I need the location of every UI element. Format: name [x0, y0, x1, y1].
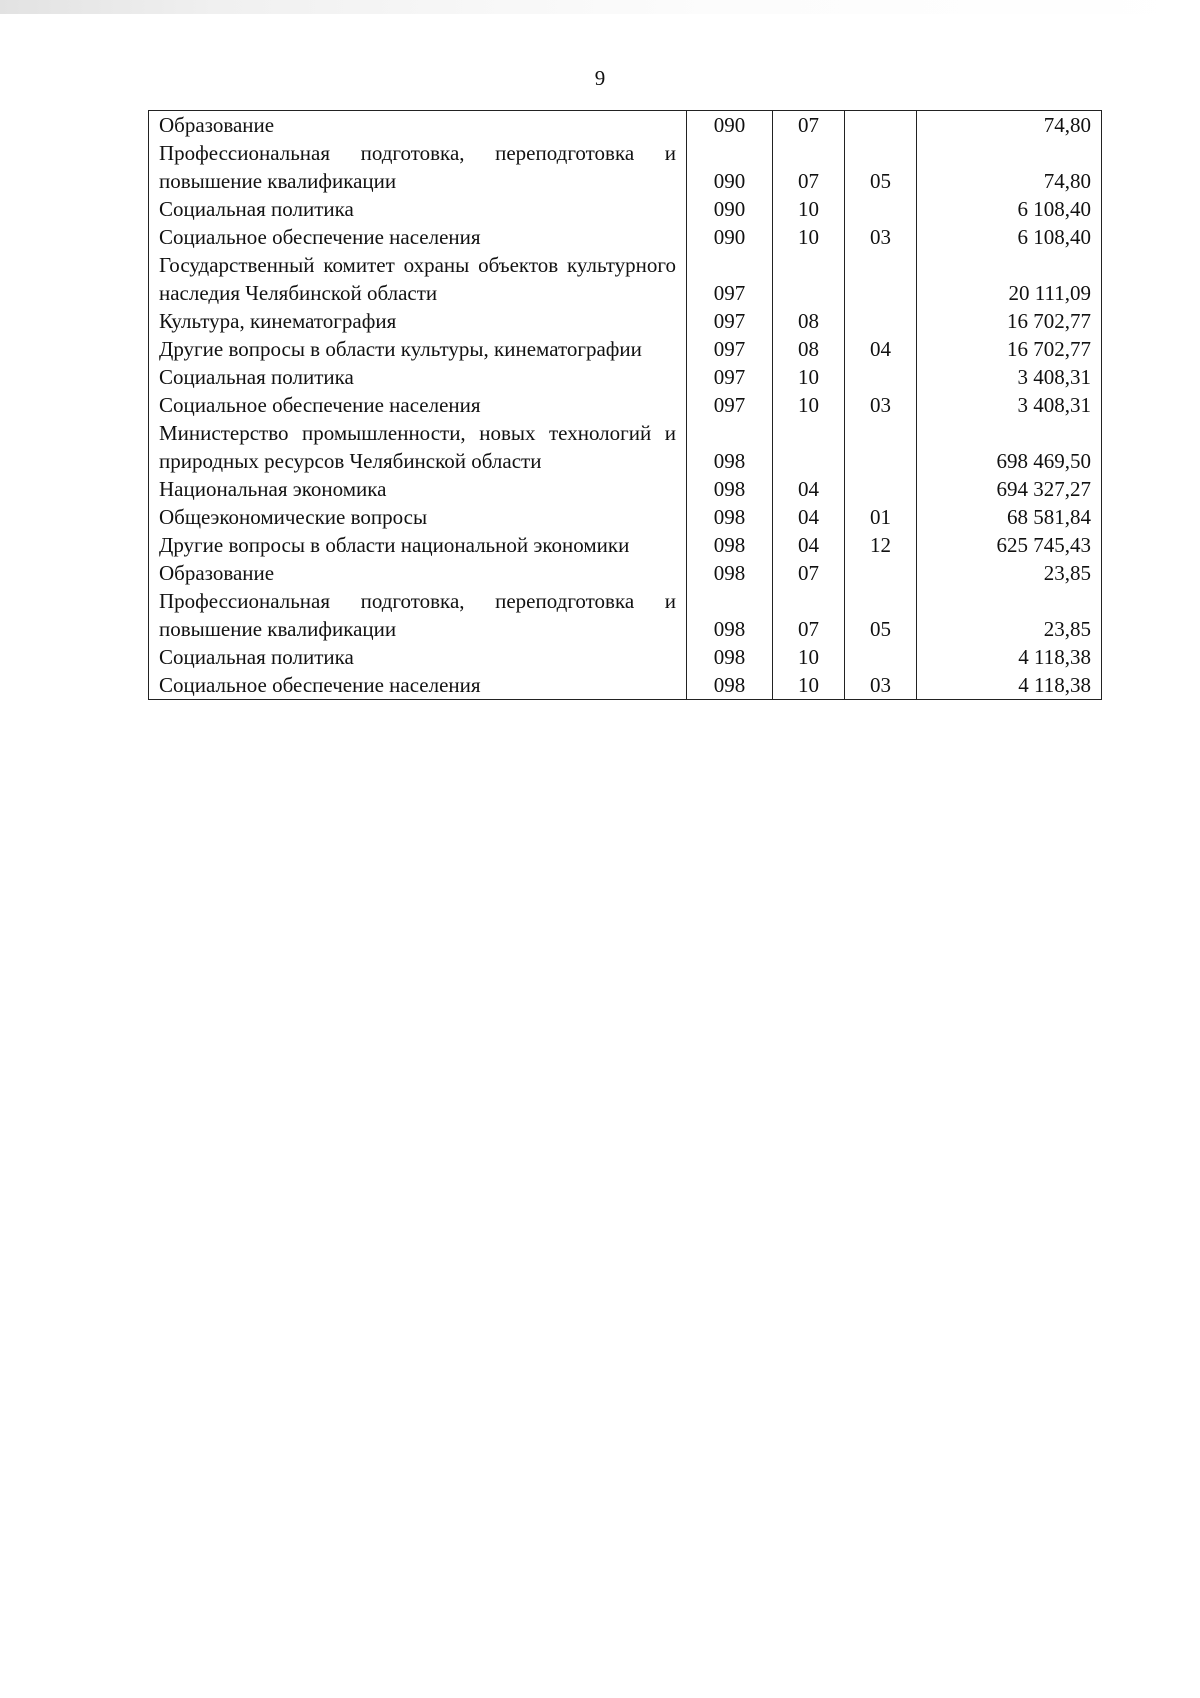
row-name-cell: Социальное обеспечение населения — [149, 223, 687, 251]
row-name-cell: Министерство промышленности, новых технологий и природных ресурсов Челябинской области — [149, 419, 687, 475]
section-code-cell: 10 — [773, 671, 845, 700]
row-name-cell: Другие вопросы в области национальной экономики — [149, 531, 687, 559]
section-code-cell: 04 — [773, 531, 845, 559]
subsection-code-cell: 03 — [845, 671, 917, 700]
department-code-cell: 097 — [687, 251, 773, 307]
section-code-cell — [773, 419, 845, 475]
row-name-cell: Социальная политика — [149, 643, 687, 671]
department-code-cell: 098 — [687, 559, 773, 587]
row-name-cell: Социальное обеспечение населения — [149, 391, 687, 419]
budget-table — [148, 110, 1102, 700]
section-code-cell — [773, 251, 845, 307]
amount-cell: 3 408,31 — [917, 363, 1102, 391]
row-name-cell: Образование — [149, 559, 687, 587]
section-code-cell: 08 — [773, 307, 845, 335]
subsection-code-cell: 04 — [845, 335, 917, 363]
row-name-cell: Другие вопросы в области культуры, кинематографии — [149, 335, 687, 363]
table-row — [149, 643, 1102, 671]
table-row — [149, 195, 1102, 223]
subsection-code-cell: 05 — [845, 587, 917, 643]
subsection-code-cell — [845, 363, 917, 391]
department-code-cell: 097 — [687, 363, 773, 391]
department-code-cell: 097 — [687, 335, 773, 363]
department-code-cell: 098 — [687, 419, 773, 475]
subsection-code-cell — [845, 307, 917, 335]
amount-cell: 23,85 — [917, 587, 1102, 643]
section-code-cell: 08 — [773, 335, 845, 363]
department-code-cell: 097 — [687, 307, 773, 335]
row-name-cell: Национальная экономика — [149, 475, 687, 503]
amount-cell: 3 408,31 — [917, 391, 1102, 419]
table-row — [149, 531, 1102, 559]
section-code-cell: 10 — [773, 195, 845, 223]
section-code-cell: 07 — [773, 587, 845, 643]
table-row — [149, 475, 1102, 503]
table-row — [149, 335, 1102, 363]
table-row — [149, 251, 1102, 307]
amount-cell: 16 702,77 — [917, 307, 1102, 335]
department-code-cell: 098 — [687, 643, 773, 671]
section-code-cell: 07 — [773, 559, 845, 587]
department-code-cell: 090 — [687, 139, 773, 195]
subsection-code-cell — [845, 643, 917, 671]
row-name-cell: Социальная политика — [149, 363, 687, 391]
department-code-cell: 098 — [687, 531, 773, 559]
row-name-cell: Культура, кинематография — [149, 307, 687, 335]
subsection-code-cell — [845, 559, 917, 587]
amount-cell: 68 581,84 — [917, 503, 1102, 531]
table-row — [149, 391, 1102, 419]
department-code-cell: 098 — [687, 475, 773, 503]
amount-cell: 23,85 — [917, 559, 1102, 587]
subsection-code-cell — [845, 419, 917, 475]
table-row — [149, 307, 1102, 335]
amount-cell: 4 118,38 — [917, 643, 1102, 671]
page-number: 9 — [594, 66, 606, 90]
subsection-code-cell — [845, 111, 917, 140]
row-name-cell: Социальное обеспечение населения — [149, 671, 687, 700]
table-row — [149, 363, 1102, 391]
table-row — [149, 671, 1102, 700]
section-code-cell: 10 — [773, 643, 845, 671]
section-code-cell: 10 — [773, 391, 845, 419]
department-code-cell: 097 — [687, 391, 773, 419]
table-row — [149, 559, 1102, 587]
department-code-cell: 090 — [687, 111, 773, 140]
amount-cell: 74,80 — [917, 111, 1102, 140]
amount-cell: 694 327,27 — [917, 475, 1102, 503]
subsection-code-cell — [845, 195, 917, 223]
department-code-cell: 098 — [687, 503, 773, 531]
table-row — [149, 139, 1102, 195]
department-code-cell: 090 — [687, 223, 773, 251]
row-name-cell: Социальная политика — [149, 195, 687, 223]
amount-cell: 625 745,43 — [917, 531, 1102, 559]
budget-table-body — [149, 111, 1102, 700]
amount-cell: 20 111,09 — [917, 251, 1102, 307]
subsection-code-cell: 05 — [845, 139, 917, 195]
amount-cell: 16 702,77 — [917, 335, 1102, 363]
subsection-code-cell: 01 — [845, 503, 917, 531]
amount-cell: 6 108,40 — [917, 195, 1102, 223]
section-code-cell: 04 — [773, 503, 845, 531]
row-name-cell: Государственный комитет охраны объектов культурного наследия Челябинской области — [149, 251, 687, 307]
table-row — [149, 111, 1102, 140]
amount-cell: 74,80 — [917, 139, 1102, 195]
scan-edge-artifact — [0, 0, 1200, 14]
section-code-cell: 07 — [773, 139, 845, 195]
row-name-cell: Образование — [149, 111, 687, 140]
amount-cell: 6 108,40 — [917, 223, 1102, 251]
department-code-cell: 098 — [687, 587, 773, 643]
subsection-code-cell: 03 — [845, 223, 917, 251]
amount-cell: 4 118,38 — [917, 671, 1102, 700]
table-row — [149, 503, 1102, 531]
subsection-code-cell: 12 — [845, 531, 917, 559]
department-code-cell: 098 — [687, 671, 773, 700]
table-row — [149, 223, 1102, 251]
section-code-cell: 10 — [773, 363, 845, 391]
subsection-code-cell — [845, 475, 917, 503]
row-name-cell: Профессиональная подготовка, переподготовка и повышение квалификации — [149, 139, 687, 195]
amount-cell: 698 469,50 — [917, 419, 1102, 475]
table-row — [149, 587, 1102, 643]
section-code-cell: 10 — [773, 223, 845, 251]
department-code-cell: 090 — [687, 195, 773, 223]
section-code-cell: 04 — [773, 475, 845, 503]
row-name-cell: Профессиональная подготовка, переподготовка и повышение квалификации — [149, 587, 687, 643]
section-code-cell: 07 — [773, 111, 845, 140]
subsection-code-cell: 03 — [845, 391, 917, 419]
subsection-code-cell — [845, 251, 917, 307]
row-name-cell: Общеэкономические вопросы — [149, 503, 687, 531]
table-row — [149, 419, 1102, 475]
